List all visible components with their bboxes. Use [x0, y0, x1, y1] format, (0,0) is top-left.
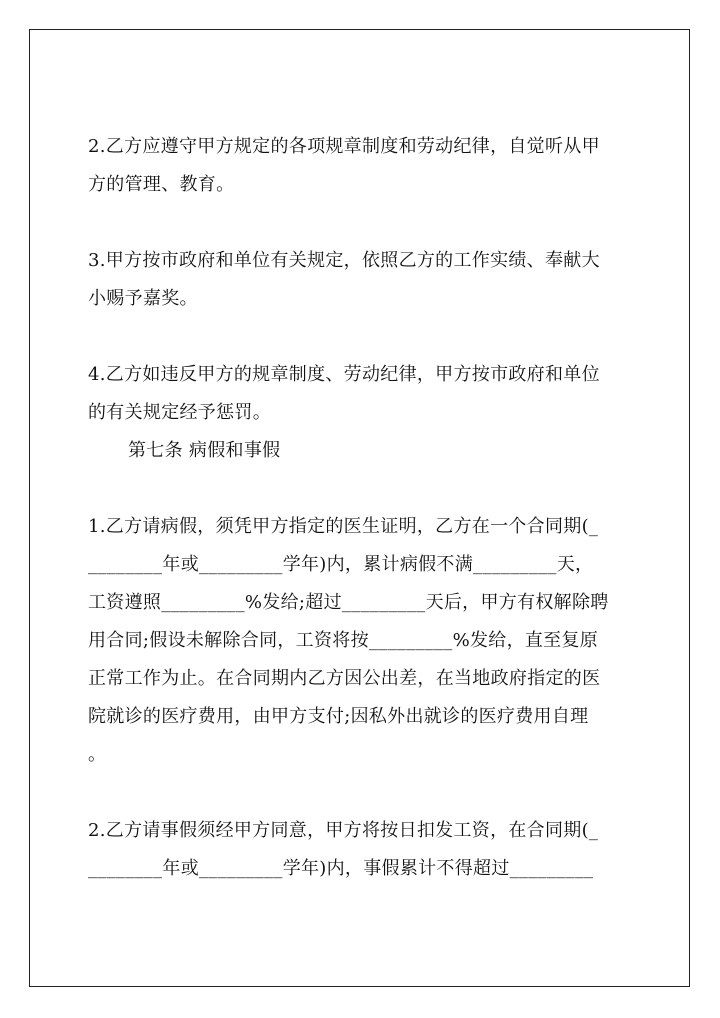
personal-leave-paragraph	[88, 812, 633, 888]
article-heading: 第七条 病假和事假	[128, 440, 281, 461]
paragraph-3	[88, 242, 633, 318]
document-body	[88, 128, 633, 888]
paragraph-gap	[88, 470, 633, 508]
paragraph-2	[88, 128, 633, 204]
paragraph-line: 2.乙方应遵守甲方规定的各项规章制度和劳动纪律，自觉听从甲	[88, 136, 600, 157]
paragraph-line: ________年或_________学年)内，累计病假不满_________天，	[88, 554, 594, 575]
paragraph-line: 小赐予嘉奖。	[88, 288, 198, 309]
paragraph-line: 用合同;假设未解除合同，工资将按_________%发给，直至复原	[88, 630, 599, 651]
sick-leave-paragraph	[88, 508, 633, 774]
paragraph-line: 3.甲方按市政府和单位有关规定，依照乙方的工作实绩、奉献大	[88, 250, 600, 271]
paragraph-4	[88, 356, 633, 432]
paragraph-line: 正常工作为止。在合同期内乙方因公出差，在当地政府指定的医	[88, 668, 601, 689]
paragraph-line: 工资遵照_________%发给;超过_________天后，甲方有权解除聘	[88, 592, 609, 613]
paragraph-line: 。	[88, 744, 107, 765]
paragraph-line: 院就诊的医疗费用，由甲方支付;因私外出就诊的医疗费用自理	[88, 706, 589, 727]
paragraph-line: 1.乙方请病假，须凭甲方指定的医生证明，乙方在一个合同期(_	[88, 516, 599, 537]
paragraph-line: ________年或_________学年)内，事假累计不得超过_________	[88, 858, 594, 879]
paragraph-line: 的有关规定经予惩罚。	[88, 402, 271, 423]
paragraph-line: 4.乙方如违反甲方的规章制度、劳动纪律，甲方按市政府和单位	[88, 364, 600, 385]
paragraph-line: 方的管理、教育。	[88, 174, 235, 195]
paragraph-gap	[88, 774, 633, 812]
paragraph-line: 2.乙方请事假须经甲方同意，甲方将按日扣发工资，在合同期(_	[88, 820, 599, 841]
paragraph-gap	[88, 318, 633, 356]
paragraph-gap	[88, 204, 633, 242]
